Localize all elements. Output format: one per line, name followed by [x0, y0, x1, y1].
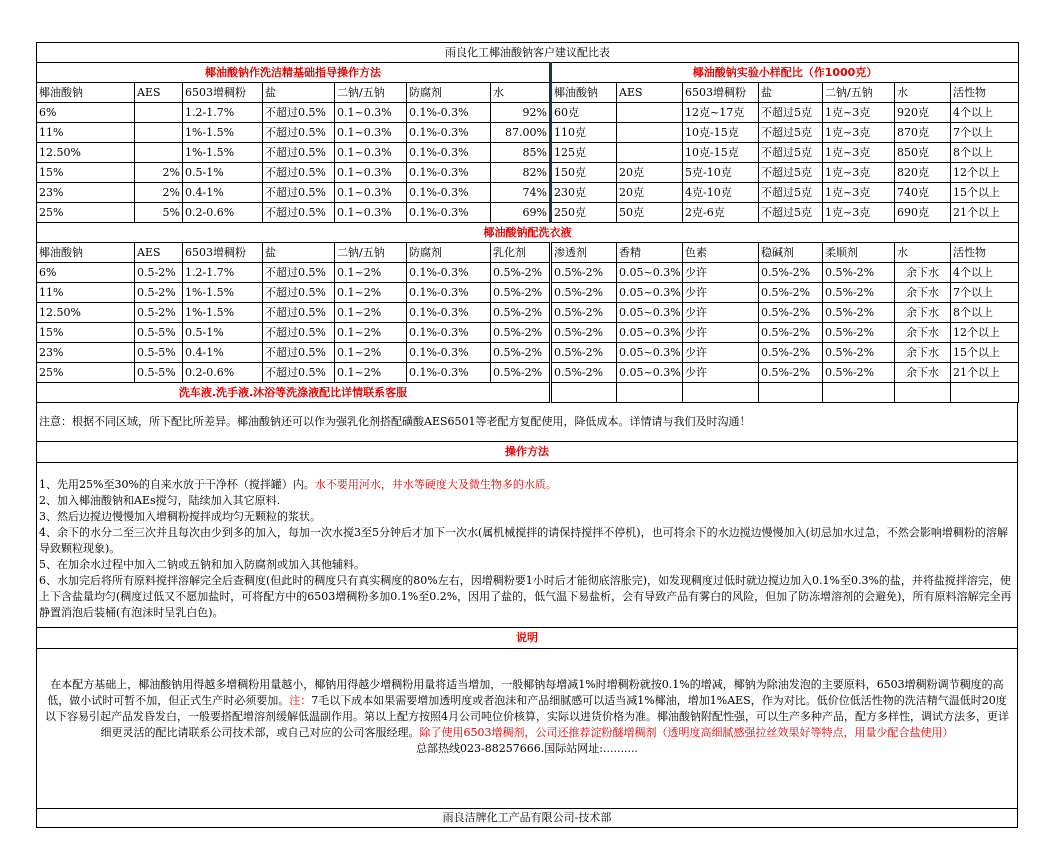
table-cell: 0.5%-2% — [491, 343, 551, 363]
column-header: 6503增稠粉 — [683, 83, 759, 103]
table-cell: 不超过0.5% — [263, 303, 335, 323]
table-cell: 余下水 — [895, 303, 951, 323]
empty-cell — [617, 383, 683, 403]
table-cell: 0.1%-0.3% — [407, 103, 491, 123]
empty-cell — [759, 383, 823, 403]
table-cell: 0.5-5% — [135, 343, 183, 363]
dishwash-guide-heading: 椰油酸钠作洗洁精基础指导操作方法 — [37, 63, 551, 83]
table-cell: 不超过0.5% — [263, 263, 335, 283]
table-cell: 0.5%-2% — [759, 263, 823, 283]
table-cell: 150克 — [551, 163, 617, 183]
table-row — [37, 123, 1019, 143]
table-cell: 0.5%-2% — [759, 343, 823, 363]
table-cell: 余下水 — [895, 323, 951, 343]
table-cell: 0.1~2% — [335, 343, 407, 363]
table-cell: 不超过0.5% — [263, 343, 335, 363]
hotline: 总部热线023-88257666.国际站网址:.......... — [416, 742, 638, 755]
recipe-sheet — [36, 42, 1018, 828]
table-cell: 0.5-2% — [135, 283, 183, 303]
table-cell: 0.5%-2% — [551, 343, 617, 363]
table-cell: 69% — [491, 203, 551, 223]
table-cell: 12克~17克 — [683, 103, 759, 123]
table-cell: 0.05~0.3% — [617, 303, 683, 323]
table-cell: 7个以上 — [951, 283, 1019, 303]
column-header: 二钠/五钠 — [335, 243, 407, 263]
table-cell: 少许 — [683, 323, 759, 343]
table-cell: 0.5%-2% — [759, 323, 823, 343]
empty-cell — [951, 383, 1019, 403]
table-cell: 820克 — [895, 163, 951, 183]
column-header: 防腐剂 — [407, 243, 491, 263]
table-cell: 0.1~2% — [335, 303, 407, 323]
table-cell: 0.5%-2% — [823, 363, 895, 383]
column-header: 椰油酸钠 — [37, 83, 135, 103]
table-cell: 21个以上 — [951, 203, 1019, 223]
table-row — [37, 103, 1019, 123]
table-cell: 2克-6克 — [683, 203, 759, 223]
table-cell: 125克 — [551, 143, 617, 163]
table-cell: 25% — [37, 203, 135, 223]
column-header: 6503增稠粉 — [183, 243, 263, 263]
table-cell: 1.2-1.7% — [183, 103, 263, 123]
table-cell: 21个以上 — [951, 363, 1019, 383]
table-cell: 1克~3克 — [823, 163, 895, 183]
laundry-heading: 椰油酸钠配洗衣液 — [37, 223, 1019, 243]
table-cell: 0.5-2% — [135, 303, 183, 323]
step-2: 2、加入椰油酸钠和AEs搅匀，陆续加入其它原料. — [39, 494, 281, 507]
column-header: 水 — [895, 243, 951, 263]
table-cell — [135, 103, 183, 123]
table-cell: 0.5%-2% — [491, 263, 551, 283]
table-cell: 余下水 — [895, 263, 951, 283]
table-cell: 不超过5克 — [759, 143, 823, 163]
table-cell: 0.05~0.3% — [617, 323, 683, 343]
table-cell: 0.1~0.3% — [335, 103, 407, 123]
table-cell: 10克-15克 — [683, 143, 759, 163]
table-cell: 4克-10克 — [683, 183, 759, 203]
explanation-heading: 说明 — [36, 628, 1018, 649]
table-cell: 不超过5克 — [759, 123, 823, 143]
table-cell: 1%-1.5% — [183, 123, 263, 143]
table-cell: 10克-15克 — [683, 123, 759, 143]
table-cell: 1.2-1.7% — [183, 263, 263, 283]
table-cell: 0.5%-2% — [551, 283, 617, 303]
step-4: 4、余下的水分二至三次并且每次由少到多的加入，每加一次水搅3至5分钟后才加下一次水(属机械搅拌的请保持搅拌不停机)，也可将余下的水边搅边慢慢加入(切忌加水过急，不然会影响增稠粉的溶解导致颗粒现象)。 — [39, 526, 1008, 555]
column-header: 二钠/五钠 — [823, 83, 895, 103]
table-cell: 不超过0.5% — [263, 123, 335, 143]
table-cell: 2% — [135, 163, 183, 183]
table-cell: 82% — [491, 163, 551, 183]
table-cell: 0.5-5% — [135, 363, 183, 383]
table-row — [37, 363, 1019, 383]
table-cell: 0.1%-0.3% — [407, 163, 491, 183]
table-cell: 不超过0.5% — [263, 103, 335, 123]
table-cell: 850克 — [895, 143, 951, 163]
table-cell: 0.5%-2% — [491, 283, 551, 303]
column-header: 椰油酸钠 — [551, 83, 617, 103]
table-cell: 0.5-1% — [183, 163, 263, 183]
table-cell: 0.5%-2% — [551, 263, 617, 283]
table-cell: 0.1~0.3% — [335, 143, 407, 163]
table-row — [37, 343, 1019, 363]
table-cell: 不超过0.5% — [263, 283, 335, 303]
column-header: 渗透剂 — [551, 243, 617, 263]
table-cell: 92% — [491, 103, 551, 123]
table-cell: 50克 — [617, 203, 683, 223]
table-row — [37, 303, 1019, 323]
column-header: 柔顺剂 — [823, 243, 895, 263]
table-cell: 8个以上 — [951, 303, 1019, 323]
column-header: AES — [135, 243, 183, 263]
table-cell: 0.1~2% — [335, 363, 407, 383]
table-cell: 740克 — [895, 183, 951, 203]
table-cell: 0.05~0.3% — [617, 283, 683, 303]
table-cell: 250克 — [551, 203, 617, 223]
explanation-text: 在本配方基础上，椰油酸钠用得越多增稠粉用量越小，椰钠用得越少增稠粉用量将适当增加，一般椰钠每增减1%时增稠粉就按0.1%的增减，椰钠为除油发泡的主要原料，6503增稠粉调节稠度的高低，做小试时可暂不加，但正式生产时必须要加。注：7毛以下成本如果需要增加透明度或者泡沫和产品细腻感可以适当减1%椰油，增加1%AES，作为对比。低价位低活性物的洗洁精气温低时20度以下容易引起产品发昏发白，一般要搭配增溶剂缓解低温副作用。第以上配方按照4月公司吨位价核算，实际以进货价格为准。椰油酸钠附配性强，可以生产多种产品，配方多样性，调试方法多，更详细更灵活的配比请联系公司技术部，或自己对应的公司客服经理。除了使用6503增稠剂，公司还推荐淀粉醚增稠剂（透明度高细腻感强拉丝效果好等特点，用量少配合盐使用） 总部热线023-88257666.国际站网址:.......... — [36, 649, 1018, 809]
dishwash-header-row — [37, 83, 1019, 103]
table-cell: 0.1%-0.3% — [407, 323, 491, 343]
company-footer: 雨良洁牌化工产品有限公司-技术部 — [36, 809, 1018, 828]
table-cell: 不超过5克 — [759, 163, 823, 183]
table-cell: 少许 — [683, 303, 759, 323]
table-cell: 6% — [37, 103, 135, 123]
step-3: 3、然后边搅边慢慢加入增稠粉搅拌成均匀无颗粒的浆状。 — [39, 510, 321, 523]
table-cell: 5克-10克 — [683, 163, 759, 183]
table-cell: 0.1%-0.3% — [407, 183, 491, 203]
column-header: 乳化剂 — [491, 243, 551, 263]
table-cell: 0.1%-0.3% — [407, 143, 491, 163]
table-cell: 6% — [37, 263, 135, 283]
column-header: 色素 — [683, 243, 759, 263]
table-cell — [135, 123, 183, 143]
table-row — [37, 183, 1019, 203]
table-cell: 0.5%-2% — [759, 363, 823, 383]
table-row — [37, 203, 1019, 223]
column-header: 盐 — [263, 243, 335, 263]
table-cell: 15个以上 — [951, 183, 1019, 203]
table-cell: 不超过0.5% — [263, 163, 335, 183]
table-cell: 0.4-1% — [183, 343, 263, 363]
table-cell: 1克~3克 — [823, 103, 895, 123]
table-cell: 0.05~0.3% — [617, 363, 683, 383]
table-cell: 85% — [491, 143, 551, 163]
column-header: 水 — [895, 83, 951, 103]
table-cell: 230克 — [551, 183, 617, 203]
table-cell: 0.5%-2% — [823, 263, 895, 283]
table-cell: 1克~3克 — [823, 203, 895, 223]
table-cell: 87.00% — [491, 123, 551, 143]
table-cell: 0.5%-2% — [823, 303, 895, 323]
table-cell: 0.2-0.6% — [183, 363, 263, 383]
operation-heading: 操作方法 — [36, 442, 1018, 463]
table-cell: 0.1%-0.3% — [407, 303, 491, 323]
table-cell: 1克~3克 — [823, 123, 895, 143]
table-cell: 7个以上 — [951, 123, 1019, 143]
table-row — [37, 323, 1019, 343]
table-cell: 4个以上 — [951, 103, 1019, 123]
table-cell: 0.5%-2% — [759, 283, 823, 303]
table-cell: 0.5%-2% — [823, 323, 895, 343]
table-cell: 5% — [135, 203, 183, 223]
table-cell: 870克 — [895, 123, 951, 143]
table-cell: 1%-1.5% — [183, 143, 263, 163]
column-header: 二钠/五钠 — [335, 83, 407, 103]
table-cell: 0.1%-0.3% — [407, 263, 491, 283]
table-row — [37, 283, 1019, 303]
table-cell: 25% — [37, 363, 135, 383]
table-cell: 2% — [135, 183, 183, 203]
table-cell: 0.05~0.3% — [617, 343, 683, 363]
table-cell: 15个以上 — [951, 343, 1019, 363]
column-header: 椰油酸钠 — [37, 243, 135, 263]
table-cell: 少许 — [683, 363, 759, 383]
table-cell: 0.1%-0.3% — [407, 123, 491, 143]
column-header: 水 — [491, 83, 551, 103]
table-cell: 不超过5克 — [759, 103, 823, 123]
table-cell: 0.1~0.3% — [335, 183, 407, 203]
table-cell — [617, 143, 683, 163]
recipe-table — [36, 42, 1019, 403]
empty-cell — [683, 383, 759, 403]
table-cell: 0.5%-2% — [823, 283, 895, 303]
table-cell: 23% — [37, 343, 135, 363]
table-cell: 不超过0.5% — [263, 143, 335, 163]
column-header: 香精 — [617, 243, 683, 263]
table-cell: 0.1~0.3% — [335, 203, 407, 223]
table-cell: 余下水 — [895, 283, 951, 303]
table-row — [37, 263, 1019, 283]
table-cell: 15% — [37, 323, 135, 343]
table-cell: 余下水 — [895, 363, 951, 383]
table-cell: 0.5-5% — [135, 323, 183, 343]
table-cell: 不超过5克 — [759, 183, 823, 203]
table-cell: 少许 — [683, 263, 759, 283]
table-cell: 20克 — [617, 163, 683, 183]
table-cell: 0.5-1% — [183, 323, 263, 343]
table-cell: 不超过0.5% — [263, 183, 335, 203]
table-cell: 1%-1.5% — [183, 283, 263, 303]
table-cell: 1克~3克 — [823, 143, 895, 163]
table-cell: 0.1~2% — [335, 263, 407, 283]
table-cell: 0.1%-0.3% — [407, 283, 491, 303]
table-cell — [617, 103, 683, 123]
column-header: 6503增稠粉 — [183, 83, 263, 103]
table-cell: 余下水 — [895, 343, 951, 363]
column-header: 防腐剂 — [407, 83, 491, 103]
table-row — [37, 143, 1019, 163]
table-cell: 690克 — [895, 203, 951, 223]
table-cell: 0.2-0.6% — [183, 203, 263, 223]
table-cell: 110克 — [551, 123, 617, 143]
table-cell: 0.1~2% — [335, 283, 407, 303]
column-header: 活性物 — [951, 243, 1019, 263]
table-cell: 0.5%-2% — [759, 303, 823, 323]
table-cell: 11% — [37, 123, 135, 143]
table-cell: 0.5%-2% — [491, 363, 551, 383]
table-cell: 0.5%-2% — [491, 323, 551, 343]
table-cell — [617, 123, 683, 143]
table-cell: 少许 — [683, 343, 759, 363]
laundry-contact-note: 洗车液.洗手液.沐浴等洗涤液配比详情联系客服 — [37, 383, 551, 403]
table-cell: 不超过0.5% — [263, 363, 335, 383]
table-cell: 不超过5克 — [759, 203, 823, 223]
table-cell: 12个以上 — [951, 323, 1019, 343]
table-cell: 0.5%-2% — [551, 323, 617, 343]
table-cell: 12个以上 — [951, 163, 1019, 183]
notice-text: 注意：根据不同区域，所下配比所差异。椰油酸钠还可以作为强乳化剂搭配磺酸AES6501等老配方复配使用，降低成本。详情请与我们及时沟通！ — [36, 403, 1018, 442]
table-cell: 23% — [37, 183, 135, 203]
column-header: 盐 — [759, 83, 823, 103]
table-cell: 12.50% — [37, 143, 135, 163]
table-cell: 0.1~0.3% — [335, 123, 407, 143]
table-cell: 1%-1.5% — [183, 303, 263, 323]
empty-cell — [551, 383, 617, 403]
table-cell — [135, 143, 183, 163]
column-header: AES — [617, 83, 683, 103]
step-5: 5、在加余水过程中加入二钠或五钠和加入防腐剂或加入其他辅料。 — [39, 558, 365, 571]
sheet-title: 雨良化工椰油酸钠客户建议配比表 — [37, 43, 1019, 63]
column-header: 稳碱剂 — [759, 243, 823, 263]
table-cell: 0.1%-0.3% — [407, 343, 491, 363]
table-cell: 20克 — [617, 183, 683, 203]
table-cell: 少许 — [683, 283, 759, 303]
table-cell: 74% — [491, 183, 551, 203]
table-cell: 0.4-1% — [183, 183, 263, 203]
step-6: 6、水加完后将所有原料搅拌溶解完全后查稠度(但此时的稠度只有真实稠度的80%左右，因增稠粉要1小时后才能彻底溶胀完)，如发现稠度过低时就边搅边加入0.1%至0.3%的盐，并将盐搅拌溶完，使上下含盐量均匀(稠度过低又不愿加盐时，可将配方中的6503增稠粉多加0.1%至0.2%，因用了盐的，低气温下易盐析，会有导致产品有雾白的风险，但加了防冻增溶剂的会避免)，所有原料溶解完全再静置消泡后装桶(有泡沫时呈乳白色)。 — [39, 574, 1012, 619]
sample-ratio-heading: 椰油酸钠实验小样配比（作1000克） — [551, 63, 1019, 83]
table-cell: 0.1%-0.3% — [407, 203, 491, 223]
table-cell: 0.5%-2% — [491, 303, 551, 323]
table-cell: 0.5%-2% — [551, 363, 617, 383]
table-cell: 12.50% — [37, 303, 135, 323]
table-cell: 4个以上 — [951, 263, 1019, 283]
empty-cell — [895, 383, 951, 403]
table-cell: 0.5-2% — [135, 263, 183, 283]
table-cell: 0.5%-2% — [551, 303, 617, 323]
table-cell: 0.1~0.3% — [335, 163, 407, 183]
step-1: 1、先用25%至30%的自来水放于干净杯（搅拌罐）内。水不要用河水，井水等硬度大及微生物多的水质。 — [39, 478, 557, 491]
table-cell: 0.05~0.3% — [617, 263, 683, 283]
table-cell: 不超过0.5% — [263, 203, 335, 223]
table-cell: 0.1~2% — [335, 323, 407, 343]
column-header: 盐 — [263, 83, 335, 103]
table-row — [37, 163, 1019, 183]
table-cell: 0.5%-2% — [823, 343, 895, 363]
table-cell: 11% — [37, 283, 135, 303]
table-cell: 8个以上 — [951, 143, 1019, 163]
table-cell: 1克~3克 — [823, 183, 895, 203]
column-header: 活性物 — [951, 83, 1019, 103]
operation-steps — [36, 463, 1018, 628]
table-cell: 60克 — [551, 103, 617, 123]
table-cell: 15% — [37, 163, 135, 183]
table-cell: 920克 — [895, 103, 951, 123]
column-header: AES — [135, 83, 183, 103]
empty-cell — [823, 383, 895, 403]
table-cell: 0.1%-0.3% — [407, 363, 491, 383]
table-cell: 不超过0.5% — [263, 323, 335, 343]
laundry-header-row — [37, 243, 1019, 263]
